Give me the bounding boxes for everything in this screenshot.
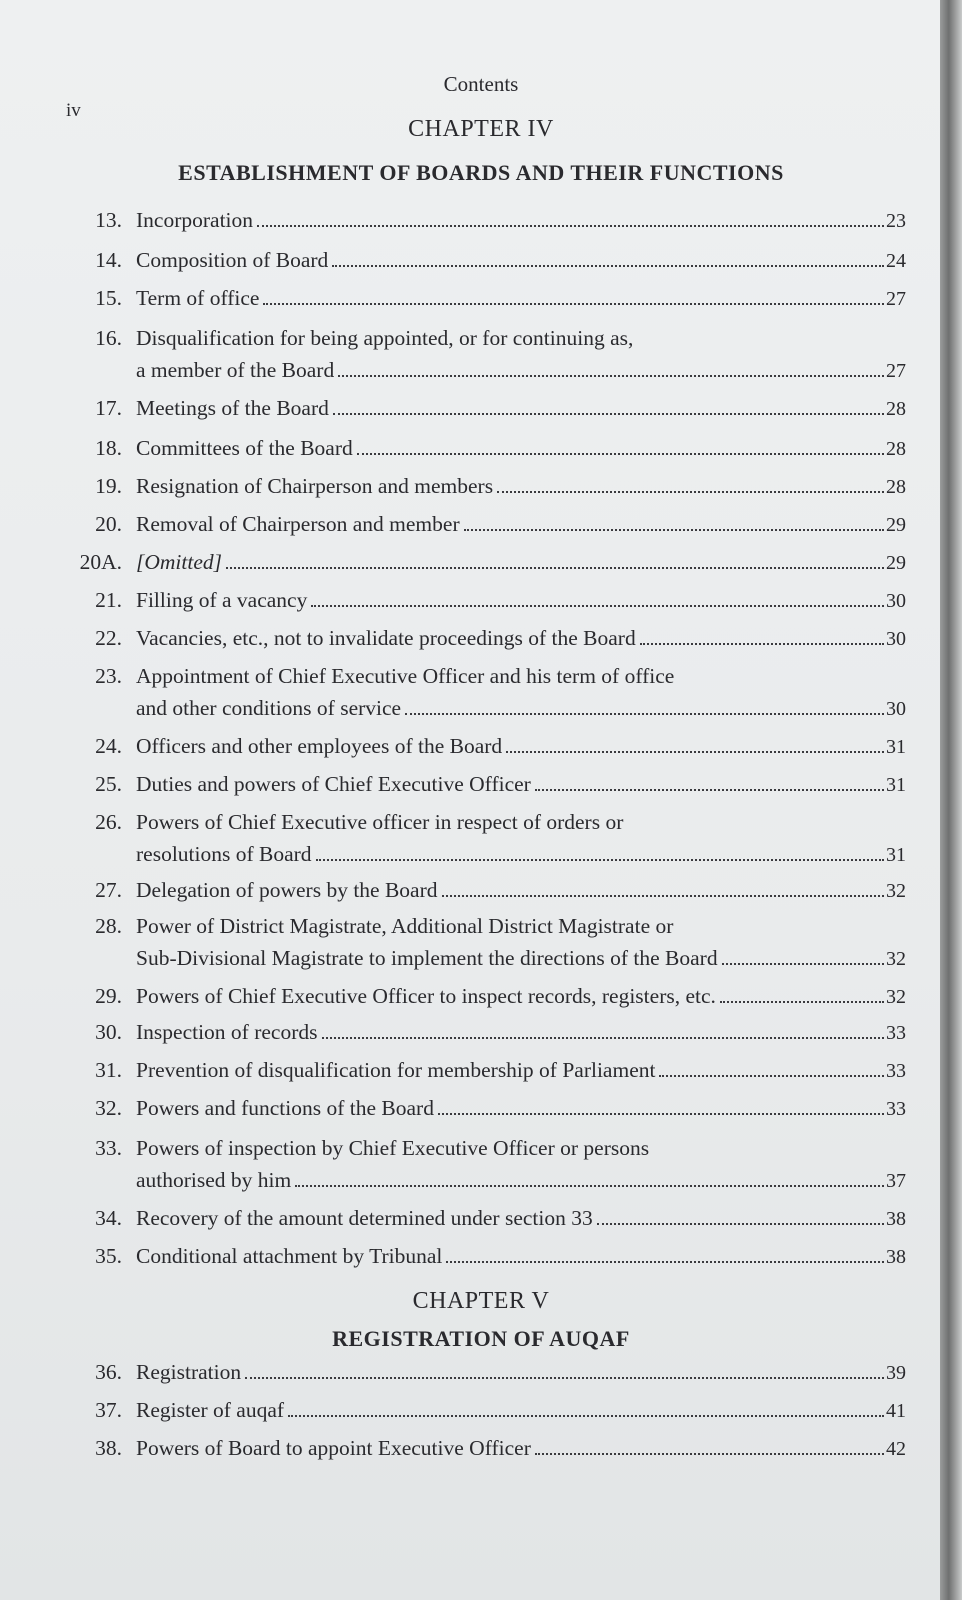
section-number: 14. [95, 248, 122, 272]
toc-line [136, 358, 906, 388]
section-title: Officers and other employees of the Board [136, 734, 503, 758]
toc-line [136, 734, 906, 764]
toc-line [136, 1020, 906, 1050]
dot-leader [506, 751, 884, 753]
section-number: 37. [95, 1398, 122, 1422]
page-number: 33 [886, 1060, 906, 1082]
toc-line [136, 1244, 906, 1274]
page-number: 24 [886, 250, 906, 272]
section-number: 32. [95, 1096, 122, 1120]
toc-line [136, 512, 906, 542]
page-edge [940, 0, 962, 1600]
toc-line [136, 1168, 906, 1198]
section-title: a member of the Board [136, 358, 335, 382]
dot-leader [405, 713, 884, 715]
dot-leader [438, 1113, 884, 1115]
toc-line [136, 946, 906, 976]
toc-line [136, 208, 906, 238]
dot-leader [464, 529, 884, 531]
section-title: Register of auqaf [136, 1398, 285, 1422]
section-number: 13. [95, 208, 122, 232]
section-title: Term of office [136, 286, 260, 310]
section-title-line: Power of District Magistrate, Additional District Magistrate or [136, 914, 674, 938]
toc-line [136, 696, 906, 726]
toc-line [136, 550, 906, 580]
section-number: 33. [95, 1136, 122, 1160]
page-number: 30 [886, 628, 906, 650]
page-number: 23 [886, 210, 906, 232]
section-number: 34. [95, 1206, 122, 1230]
section-title: Resignation of Chairperson and members [136, 474, 494, 498]
chapter-v-title: CHAPTER V [412, 1288, 550, 1314]
dot-leader [322, 1037, 885, 1039]
dot-leader [720, 1001, 884, 1003]
dot-leader [497, 491, 884, 493]
dot-leader [722, 963, 884, 965]
section-title-line: Disqualification for being appointed, or for continuing as, [136, 326, 634, 350]
dot-leader [446, 1261, 884, 1263]
toc-line [136, 1436, 906, 1466]
section-title: Powers of Board to appoint Executive Officer [136, 1436, 531, 1460]
toc-line [136, 1058, 906, 1088]
page-number: 27 [886, 288, 906, 310]
section-number: 22. [95, 626, 122, 650]
section-title-line: Powers of Chief Executive officer in respect of orders or [136, 810, 624, 834]
section-number: 35. [95, 1244, 122, 1268]
section-number: 31. [95, 1058, 122, 1082]
section-title: [Omitted] [136, 550, 222, 574]
page-number: 28 [886, 398, 906, 420]
dot-leader [535, 789, 884, 791]
section-number: 21. [95, 588, 122, 612]
page-number: 30 [886, 590, 906, 612]
page-folio: iv [66, 100, 81, 121]
section-title: Inspection of records [136, 1020, 318, 1044]
toc-line [136, 286, 906, 316]
section-title-line: Appointment of Chief Executive Officer and his term of office [136, 664, 675, 688]
dot-leader [316, 859, 884, 861]
section-title: Powers of Chief Executive Officer to inspect records, registers, etc. [136, 984, 716, 1008]
toc-line [136, 626, 906, 656]
page-number: 29 [886, 514, 906, 536]
section-number: 17. [95, 396, 122, 420]
dot-leader [245, 1377, 884, 1379]
toc-line [136, 1206, 906, 1236]
dot-leader [257, 225, 884, 227]
section-number: 25. [95, 772, 122, 796]
dot-leader [332, 265, 884, 267]
page-number: 31 [886, 736, 906, 758]
section-number: 28. [95, 914, 122, 938]
dot-leader [535, 1453, 884, 1455]
dot-leader [357, 453, 884, 455]
section-title: Filling of a vacancy [136, 588, 308, 612]
section-title: Powers and functions of the Board [136, 1096, 434, 1120]
section-number: 27. [95, 878, 122, 902]
page-number: 29 [886, 552, 906, 574]
section-title: Recovery of the amount determined under section 33 [136, 1206, 593, 1230]
section-title: authorised by him [136, 1168, 292, 1192]
chapter-v-heading: REGISTRATION OF AUQAF [332, 1326, 630, 1351]
section-title: Removal of Chairperson and member [136, 512, 460, 536]
dot-leader [597, 1223, 884, 1225]
toc-line [136, 248, 906, 278]
dot-leader [288, 1415, 884, 1417]
dot-leader [226, 567, 884, 569]
section-number: 38. [95, 1436, 122, 1460]
page-number: 27 [886, 360, 906, 382]
section-title: Duties and powers of Chief Executive Officer [136, 772, 531, 796]
section-title: Delegation of powers by the Board [136, 878, 438, 902]
dot-leader [263, 303, 884, 305]
dot-leader [338, 375, 884, 377]
toc-line [136, 878, 906, 908]
section-title: Registration [136, 1360, 242, 1384]
page-number: 28 [886, 438, 906, 460]
section-title: Prevention of disqualification for membership of Parliament [136, 1058, 656, 1082]
section-number: 19. [95, 474, 122, 498]
running-head: Contents [443, 72, 519, 96]
dot-leader [659, 1075, 884, 1077]
page-number: 33 [886, 1098, 906, 1120]
section-title: Sub-Divisional Magistrate to implement the directions of the Board [136, 946, 718, 970]
section-number: 15. [95, 286, 122, 310]
section-title: resolutions of Board [136, 842, 312, 866]
toc-line [136, 984, 906, 1014]
toc-line [136, 588, 906, 618]
toc-line [136, 1398, 906, 1428]
toc-line [136, 474, 906, 504]
section-title: Composition of Board [136, 248, 329, 272]
section-title: Vacancies, etc., not to invalidate proceedings of the Board [136, 626, 636, 650]
section-number: 24. [95, 734, 122, 758]
toc-line [136, 1096, 906, 1126]
toc-line [136, 772, 906, 802]
page-number: 38 [886, 1208, 906, 1230]
page-number: 37 [886, 1170, 906, 1192]
page-number: 32 [886, 948, 906, 970]
section-title: and other conditions of service [136, 696, 402, 720]
section-number: 26. [95, 810, 122, 834]
page-number: 31 [886, 844, 906, 866]
dot-leader [442, 895, 884, 897]
section-number: 16. [95, 326, 122, 350]
toc-line [136, 436, 906, 466]
section-number: 23. [95, 664, 122, 688]
dot-leader [295, 1185, 884, 1187]
section-title: Incorporation [136, 208, 254, 232]
section-title-line: Powers of inspection by Chief Executive Officer or persons [136, 1136, 650, 1160]
page-number: 42 [886, 1438, 906, 1460]
page-number: 38 [886, 1246, 906, 1268]
toc-line [136, 1360, 906, 1390]
page-number: 41 [886, 1400, 906, 1422]
toc-line [136, 842, 906, 872]
section-number: 36. [95, 1360, 122, 1384]
page-number: 30 [886, 698, 906, 720]
section-number: 30. [95, 1020, 122, 1044]
chapter-iv-heading: ESTABLISHMENT OF BOARDS AND THEIR FUNCTIONS [178, 160, 784, 185]
dot-leader [640, 643, 884, 645]
page-number: 31 [886, 774, 906, 796]
dot-leader [333, 413, 884, 415]
dot-leader [311, 605, 884, 607]
section-number: 20A. [79, 550, 122, 574]
section-number: 29. [95, 984, 122, 1008]
section-number: 18. [95, 436, 122, 460]
section-title: Committees of the Board [136, 436, 353, 460]
page-number: 33 [886, 1022, 906, 1044]
section-title: Meetings of the Board [136, 396, 329, 420]
page-number: 32 [886, 880, 906, 902]
section-number: 20. [95, 512, 122, 536]
page-number: 39 [886, 1362, 906, 1384]
chapter-iv-title: CHAPTER IV [408, 116, 554, 142]
toc-line [136, 396, 906, 426]
page-number: 32 [886, 986, 906, 1008]
section-title: Conditional attachment by Tribunal [136, 1244, 443, 1268]
page-number: 28 [886, 476, 906, 498]
